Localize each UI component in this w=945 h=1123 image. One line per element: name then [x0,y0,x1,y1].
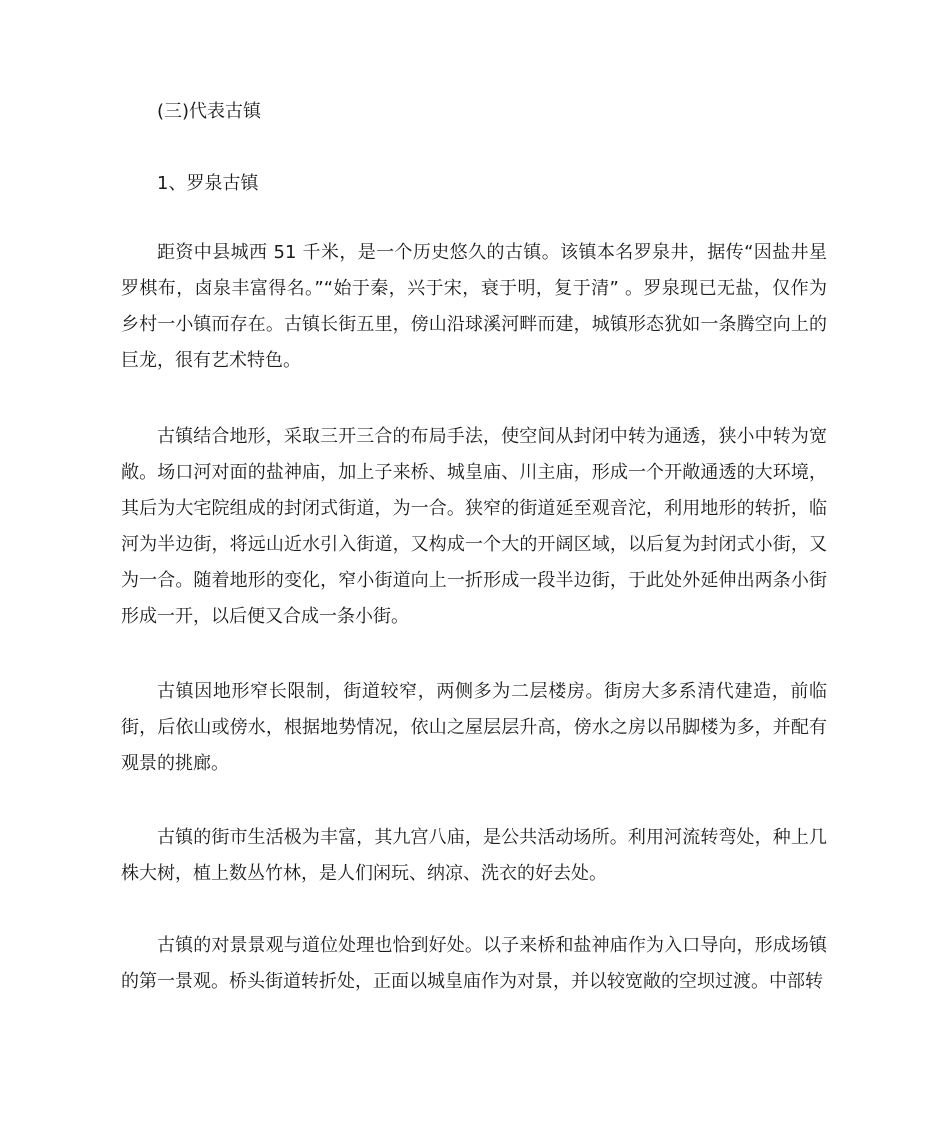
paragraph: 古镇因地形窄长限制，街道较窄，两侧多为二层楼房。街房大多系清代建造，前临街，后依山或傍水，根据地势情况，依山之屋层层升高，傍水之房以吊脚楼为多，并配有观景的挑廊。 [121,681,827,774]
subsection-title: 1、罗泉古镇 [157,173,259,194]
paragraph: 古镇的街市生活极为丰富，其九宫八庙，是公共活动场所。利用河流转弯处，种上几株大树，植上数丛竹林，是人们闲玩、纳凉、洗衣的好去处。 [121,827,827,884]
section-title: (三)代表古镇 [157,101,262,122]
paragraph: 古镇的对景景观与道位处理也恰到好处。以子来桥和盐神庙作为入口导向，形成场镇的第一景观。桥头街道转折处，正面以城皇庙作为对景，并以较宽敞的空坝过渡。中部转 [121,935,827,992]
paragraph: 古镇结合地形，采取三开三合的布局手法，使空间从封闭中转为通透，狭小中转为宽敞。场口河对面的盐神庙，加上子来桥、城皇庙、川主庙，形成一个开敞通透的大环境，其后为大宅院组成的封闭式街道，为一合。狭窄的街道延至观音沱，利用地形的转折，临河为半边街，将远山近水引入街道，又构成一个大的开阔区域，以后复为封闭式小街，又为一合。随着地形的变化，窄小街道向上一折形成一段半边街，于此处外延伸出两条小街形成一开，以后便又合成一条小街。 [121,426,827,627]
paragraph: 距资中县城西 51 千米，是一个历史悠久的古镇。该镇本名罗泉井，据传“因盐井星罗棋布，卤泉丰富得名。”“始于秦，兴于宋，衰于明，复于清” 。罗泉现已无盐，仅作为乡村一小镇而存在。古镇长街五里，傍山沿球溪河畔而建，城镇形态犹如一条腾空向上的巨龙，很有艺术特色。 [121,242,827,371]
